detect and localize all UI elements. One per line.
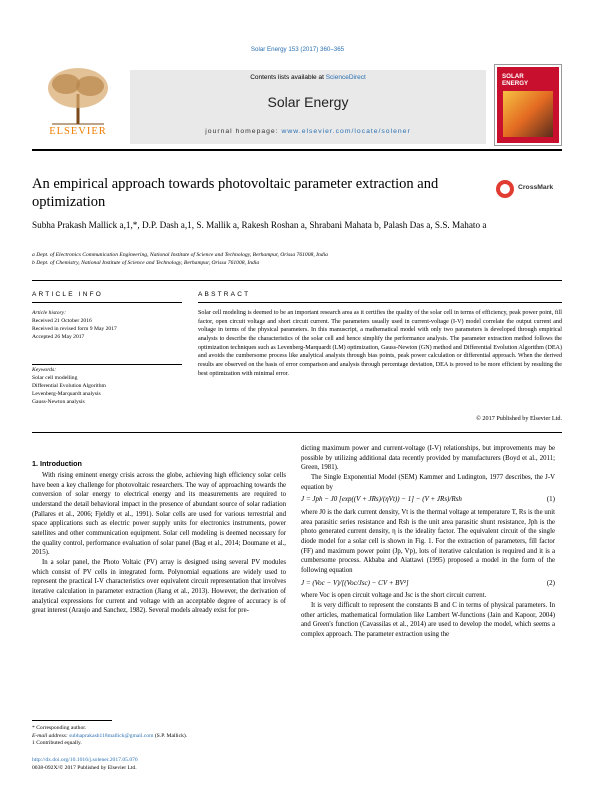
equation-1-body: J = Jph − J0 [exp((V + JRs)/(ηVt)) − 1] − (V + JRs)/Rsh	[301, 495, 462, 504]
footnotes	[32, 725, 286, 748]
abstract-heading: ABSTRACT	[198, 291, 251, 298]
body-column-left	[32, 471, 286, 616]
abstract-bottom-rule	[32, 432, 562, 433]
sciencedirect-link[interactable]: ScienceDirect	[325, 74, 366, 81]
doi-link[interactable]: http://dx.doi.org/10.1016/j.solener.2017.05.076	[32, 757, 138, 763]
doi-block	[32, 757, 286, 772]
journal-cover-thumbnail[interactable]	[494, 64, 562, 146]
issn-line: 0038-092X/© 2017 Published by Elsevier Ltd.	[32, 764, 137, 771]
header-rule	[32, 149, 562, 151]
abstract-text: Solar cell modeling is deemed to be an important research area as it certifies the quality of the solar cell in terms of efficiency, peak power point, fill factor, open circuit voltage and short circuit current. The parameters usually used in current-voltage (I-V) model correlate the output current and voltage in terms of the physical parameters. In this manuscript, a mathematical model with only two parameters is developed through empirical analysis to describe the characteristics of the solar cell and hence simplify the performance analysis. The parameter extraction method follows the optimization techniques such as Levenberg-Marquardt (LM) optimization, Gauss-Newton (GN) method and Differential Evolution Algorithm (DEA) and avoids the cumbersome process like analytical analysis through bias points, peak power calculation or differential approach. When the derived results are observed on the basis of error comparison and analysis through percentage deviation, DEA is proved to be more efficient by resulting the best optimization with minimal error.	[198, 310, 562, 377]
history-label: Article history:	[32, 310, 67, 316]
paragraph: where J0 is the dark current density, Vt is the thermal voltage at temperature T, Rs is the unit area parasitic series resistance and Rsh is the unit area parasitic shunt resistance, Jph is the photo generated current density, η is the ideality factor. The equivalent circuit of the single diode model for a solar cell is shown in Fig. 1. For the extraction of parameters, fill factor (FF) and maximum power point (Jp, Vp), lots of iterative calculation is required and it is a cumbersome process. Akbaba and Aiattawi (1995) proposed a model in the form of the following equation	[301, 508, 555, 574]
history-received: Received 21 October 2016	[32, 318, 92, 324]
keyword-item: Levenberg-Marquardt analysis	[32, 391, 101, 397]
footnote-email	[32, 733, 286, 741]
paragraph: where Voc is open circuit voltage and Jsc is the short circuit current.	[301, 592, 487, 600]
journal-name: Solar Energy	[267, 94, 349, 110]
body-column-right	[301, 444, 555, 639]
keyword-item: Solar cell modelling	[32, 375, 78, 381]
article-title: An empirical approach towards photovoltaic parameter extraction and optimization	[32, 176, 439, 210]
keywords-block	[32, 366, 182, 406]
equation-2-body: J = (Voc − V)/[(Voc/Jsc) − CV + BV²]	[301, 578, 409, 587]
footnote-corresponding: * Corresponding author.	[32, 725, 87, 731]
abstract-copyright: © 2017 Published by Elsevier Ltd.	[476, 415, 562, 422]
equation-1-number: (1)	[546, 495, 555, 504]
metadata-rule	[32, 280, 562, 281]
cover-title-line2: ENERGY	[502, 80, 529, 87]
homepage-link[interactable]: www.elsevier.com/locate/solener	[281, 128, 411, 135]
keywords-rule	[32, 364, 182, 365]
crossmark-badge[interactable]	[496, 180, 566, 200]
elsevier-wordmark: ELSEVIER	[49, 126, 107, 137]
contents-line	[130, 74, 486, 81]
article-history	[32, 309, 182, 341]
crossmark-label: CrossMark	[518, 184, 554, 191]
section-heading-introduction: 1. Introduction	[32, 459, 82, 468]
cover-title	[502, 73, 528, 87]
email-suffix: (S.P. Mallick).	[153, 732, 188, 739]
paragraph: With rising eminent energy crisis across the globe, achieving high efficiency solar cells have been a key challenge for photovoltaic researchers. The way of approaching towards the conversion of solar energy to electrical energy and its measurements are required to understand the detail behavioral impact in the presence of abundant source of solar radiation (Pallares et al., 2006; Fjeldly et al., 1991). Solar cells are used for various terrestrial and space applications such as electric power supply units for electronics instruments, power satellites and other communication equipment. Solar cell modeling is deemed necessary for the quality control, performance evaluation of solar panel (Bag et al., 2014; Doumane et al., 2015).	[32, 472, 286, 557]
author-list: Subha Prakash Mallick a,1,*, D.P. Dash a,1, S. Mallik a, Rakesh Roshan a, Shrabani Mahata b, Palash Das a, S.S. Mahato a	[32, 220, 487, 230]
equation-1	[301, 492, 555, 508]
cover-background	[497, 67, 559, 143]
journal-reference[interactable]: Solar Energy 153 (2017) 360–365	[250, 46, 345, 53]
affiliation-a: a Dept. of Electronics Communication Engineering, National Institute of Science and Technology, Berhampur, Orissa 761008, India	[32, 252, 328, 258]
keyword-item: Gauss-Newton analysis	[32, 399, 85, 405]
contents-prefix: Contents lists available at	[250, 74, 326, 81]
paragraph: dicting maximum power and current-voltage (I-V) relationships, but improvements may be possible by utilizing additional data recently provided by manufacturers (Boyd et al., 2011; Green, 1981).	[301, 445, 555, 472]
crossmark-icon	[496, 180, 514, 198]
cover-title-line1: SOLAR	[502, 73, 524, 80]
equation-2-number: (2)	[546, 578, 555, 587]
paragraph: In a solar panel, the Photo Voltaic (PV) array is designed using several PV modules which consist of PV cells in integrated form. Polynomial equations are widely used to represent the practical I-V characteristics over equivalent circuit representation that involves iterative calculation in parameter extraction (Jiang et al., 2013). However, the derivation of analytical expressions for current and voltage with an acceptable degree of accuracy is of great interest (Araujo and Sanchez, 1982). Several models already exist for pre-	[32, 558, 286, 615]
keywords-label: Keywords:	[32, 367, 57, 373]
keyword-item: Differential Evolution Algorithm	[32, 383, 106, 389]
paragraph: It is very difficult to represent the constants B and C in terms of physical parameters. In other articles, mathematical formulation like Lambert W-functions (Jain and Kapoor, 2004) and Green's function (Cavassilas et al., 2014) are used to develop the model, which seems a complex approach. The parameter extraction using the	[301, 601, 555, 638]
paragraph: The Single Exponential Model (SEM) Kammer and Ludington, 1977 describes, the J-V equation by	[301, 473, 555, 491]
homepage-prefix: journal homepage:	[205, 128, 282, 135]
footnote-rule	[32, 720, 112, 721]
equation-2	[301, 576, 555, 592]
journal-homepage	[130, 128, 486, 135]
article-info-heading: ARTICLE INFO	[32, 291, 104, 298]
footnote-equal-contribution: 1 Contributed equally.	[32, 740, 82, 747]
cover-image	[503, 91, 553, 137]
email-link[interactable]: subhaprakash118mallick@gmail.com	[69, 732, 154, 739]
affiliation-b: b Dept. of Chemistry, National Institute of Science and Technology, Berhampur, Orissa 761008, India	[32, 260, 260, 266]
email-label: E-mail address:	[32, 732, 70, 739]
history-revised: Received in revised form 9 May 2017	[32, 326, 117, 332]
abstract-rule	[198, 302, 562, 303]
history-accepted: Accepted 26 May 2017	[32, 334, 85, 340]
article-info-rule	[32, 302, 182, 303]
